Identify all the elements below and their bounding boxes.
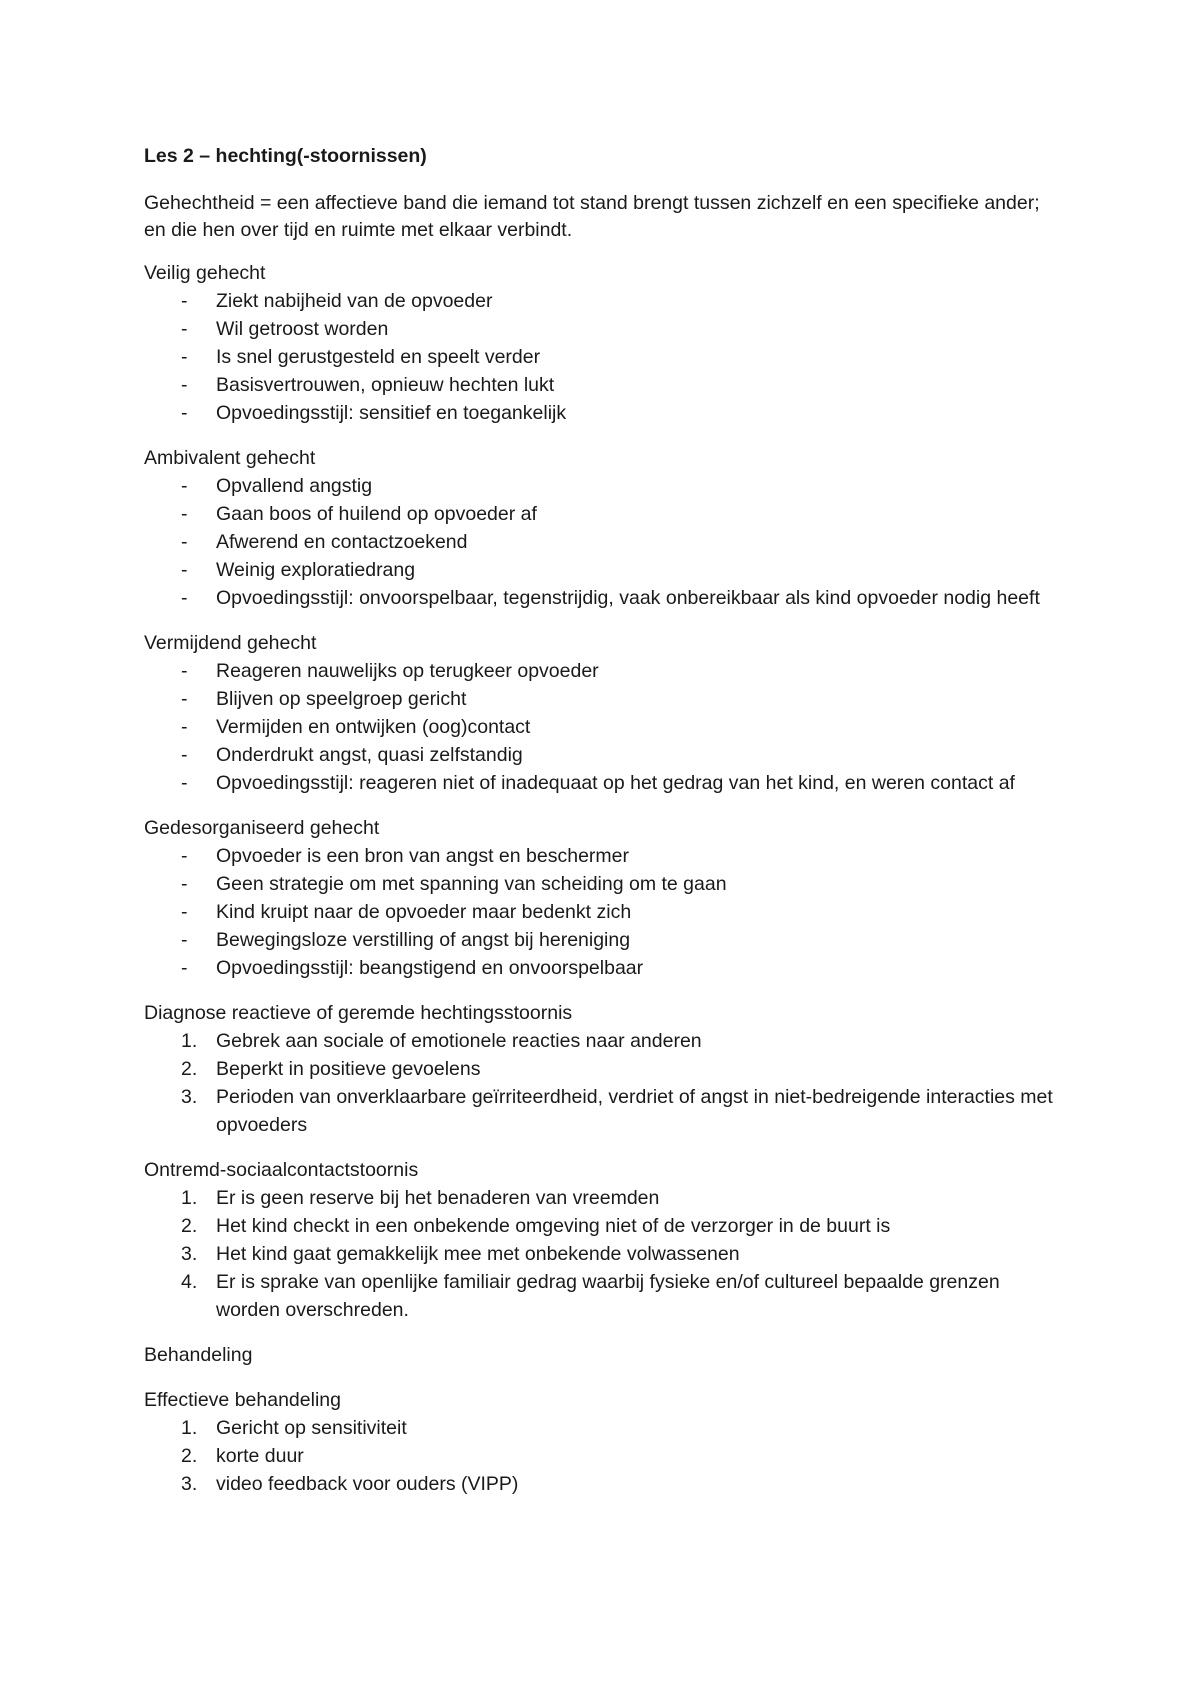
list-item (144, 769, 1064, 797)
section (144, 1386, 1064, 1498)
section (144, 1341, 1064, 1369)
list-item-text: Opvoedingsstijl: onvoorspelbaar, tegenstrijdig, vaak onbereikbaar als kind opvoeder nodig heeft (216, 587, 1040, 609)
list-item-text: Gericht op sensitiviteit (216, 1417, 407, 1439)
numbered-list (144, 1414, 1064, 1498)
list-dash: - (181, 929, 188, 951)
list-item-text: Opvoeder is een bron van angst en beschermer (216, 845, 629, 867)
list-item (144, 1055, 1064, 1083)
list-dash: - (181, 531, 188, 553)
list-item-text: Het kind gaat gemakkelijk mee met onbekende volwassenen (216, 1243, 740, 1265)
list-item (144, 1240, 1064, 1268)
section (144, 629, 1064, 797)
numbered-list (144, 1027, 1064, 1139)
section (144, 259, 1064, 427)
list-item (144, 472, 1064, 500)
list-dash: - (181, 346, 188, 368)
list-item (144, 741, 1064, 769)
list-item (144, 343, 1064, 371)
list-item (144, 870, 1064, 898)
section-heading: Vermijdend gehecht (144, 632, 317, 654)
list-item-text: Er is sprake van openlijke familiair gedrag waarbij fysieke en/of cultureel bepaalde grenzen worden overschreden. (216, 1271, 1000, 1321)
list-number: 1. (181, 1417, 198, 1439)
list-item (144, 898, 1064, 926)
list-item-text: Er is geen reserve bij het benaderen van vreemden (216, 1187, 660, 1209)
list-item (144, 685, 1064, 713)
sections-container (144, 259, 1064, 1498)
list-dash: - (181, 957, 188, 979)
list-item-text: korte duur (216, 1445, 304, 1467)
bullet-list (144, 842, 1064, 982)
list-item-text: Gaan boos of huilend op opvoeder af (216, 503, 537, 525)
list-number: 1. (181, 1030, 198, 1052)
list-item (144, 315, 1064, 343)
list-dash: - (181, 318, 188, 340)
list-dash: - (181, 587, 188, 609)
list-item-text: Reageren nauwelijks op terugkeer opvoeder (216, 660, 599, 682)
list-item-text: Geen strategie om met spanning van scheiding om te gaan (216, 873, 727, 895)
list-dash: - (181, 660, 188, 682)
section-heading: Ontremd-sociaalcontactstoornis (144, 1159, 419, 1181)
list-item-text: Ziekt nabijheid van de opvoeder (216, 290, 493, 312)
numbered-list (144, 1184, 1064, 1324)
list-item-text: Kind kruipt naar de opvoeder maar bedenkt zich (216, 901, 632, 923)
list-number: 2. (181, 1058, 198, 1080)
list-dash: - (181, 744, 188, 766)
list-item-text: Het kind checkt in een onbekende omgeving niet of de verzorger in de buurt is (216, 1215, 891, 1237)
list-item-text: Opvallend angstig (216, 475, 373, 497)
list-dash: - (181, 716, 188, 738)
document-title: Les 2 – hechting(-stoornissen) (144, 145, 427, 167)
intro-paragraph: Gehechtheid = een affectieve band die iemand tot stand brengt tussen zichzelf en een specifieke ander; en die hen over tijd en ruimte met elkaar verbindt. (144, 192, 1040, 241)
list-number: 1. (181, 1187, 198, 1209)
list-dash: - (181, 374, 188, 396)
list-item-text: Beperkt in positieve gevoelens (216, 1058, 481, 1080)
list-item (144, 1268, 1064, 1324)
list-dash: - (181, 901, 188, 923)
list-item (144, 399, 1064, 427)
list-item-text: Perioden van onverklaarbare geïrriteerdheid, verdriet of angst in niet-bedreigende interacties met opvoeders (216, 1086, 1053, 1136)
list-dash: - (181, 559, 188, 581)
list-number: 3. (181, 1473, 198, 1495)
list-item (144, 1027, 1064, 1055)
list-item-text: Basisvertrouwen, opnieuw hechten lukt (216, 374, 555, 396)
list-dash: - (181, 873, 188, 895)
list-number: 3. (181, 1086, 198, 1108)
list-number: 2. (181, 1215, 198, 1237)
list-item-text: Is snel gerustgesteld en speelt verder (216, 346, 541, 368)
list-dash: - (181, 688, 188, 710)
list-dash: - (181, 475, 188, 497)
bullet-list (144, 657, 1064, 797)
section-heading: Behandeling (144, 1344, 253, 1366)
list-number: 4. (181, 1271, 198, 1293)
list-dash: - (181, 290, 188, 312)
list-item (144, 713, 1064, 741)
list-item (144, 954, 1064, 982)
section-heading: Diagnose reactieve of geremde hechtingsstoornis (144, 1002, 573, 1024)
list-dash: - (181, 845, 188, 867)
section-heading: Effectieve behandeling (144, 1389, 341, 1411)
list-number: 3. (181, 1243, 198, 1265)
list-dash: - (181, 772, 188, 794)
list-item (144, 1083, 1064, 1139)
list-item-text: Opvoedingsstijl: sensitief en toegankelijk (216, 402, 567, 424)
section (144, 814, 1064, 982)
bullet-list (144, 472, 1064, 612)
list-item-text: Bewegingsloze verstilling of angst bij hereniging (216, 929, 631, 951)
list-item-text: Opvoedingsstijl: beangstigend en onvoorspelbaar (216, 957, 644, 979)
list-item (144, 556, 1064, 584)
list-item (144, 584, 1064, 612)
list-item (144, 1212, 1064, 1240)
bullet-list (144, 287, 1064, 427)
list-item (144, 500, 1064, 528)
list-dash: - (181, 503, 188, 525)
list-item-text: Afwerend en contactzoekend (216, 531, 468, 553)
section (144, 444, 1064, 612)
list-item (144, 1442, 1064, 1470)
list-item (144, 926, 1064, 954)
list-item-text: Vermijden en ontwijken (oog)contact (216, 716, 531, 738)
list-item (144, 1184, 1064, 1212)
section-heading: Ambivalent gehecht (144, 447, 316, 469)
list-item (144, 1470, 1064, 1498)
list-item-text: Wil getroost worden (216, 318, 389, 340)
section (144, 1156, 1064, 1324)
section (144, 999, 1064, 1139)
list-item (144, 842, 1064, 870)
list-item-text: Onderdrukt angst, quasi zelfstandig (216, 744, 523, 766)
section-heading: Veilig gehecht (144, 262, 266, 284)
list-item-text: Blijven op speelgroep gericht (216, 688, 467, 710)
list-item-text: Weinig exploratiedrang (216, 559, 416, 581)
list-item-text: Gebrek aan sociale of emotionele reacties naar anderen (216, 1030, 702, 1052)
list-item (144, 657, 1064, 685)
list-item (144, 1414, 1064, 1442)
list-item (144, 528, 1064, 556)
list-item (144, 287, 1064, 315)
section-heading: Gedesorganiseerd gehecht (144, 817, 380, 839)
document-page (144, 142, 1064, 1515)
list-item-text: Opvoedingsstijl: reageren niet of inadequaat op het gedrag van het kind, en weren contact af (216, 772, 1015, 794)
list-dash: - (181, 402, 188, 424)
list-number: 2. (181, 1445, 198, 1467)
list-item-text: video feedback voor ouders (VIPP) (216, 1473, 519, 1495)
list-item (144, 371, 1064, 399)
